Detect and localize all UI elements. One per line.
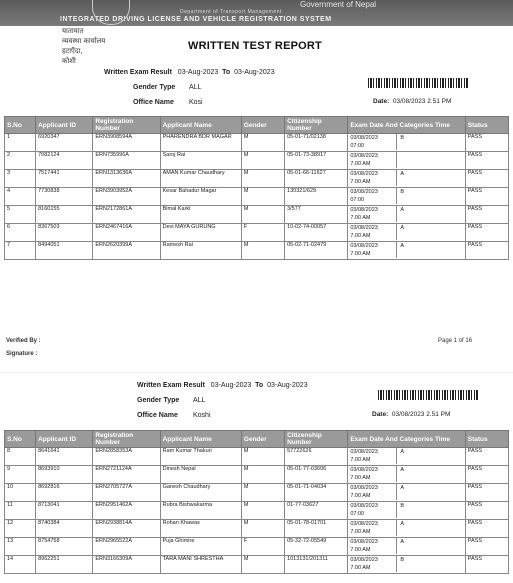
cell-status: PASS	[465, 466, 508, 484]
to-date: 03-Aug-2023	[267, 382, 308, 389]
stamp-line: कोशी	[62, 57, 76, 65]
exam-time: 7.00 AM	[350, 529, 371, 535]
table-row	[5, 206, 509, 224]
cell-name: Rohan Khawas	[160, 520, 241, 538]
cell-gender: M	[241, 188, 284, 206]
cell-sno: 12	[5, 520, 36, 538]
table-row	[5, 170, 509, 188]
office-label: Office Name	[137, 412, 178, 419]
department-name: Department of Transport Management	[180, 9, 282, 15]
cell-exam-date	[348, 466, 465, 484]
cell-applicant-id: 6920347	[36, 134, 93, 152]
col-citizenship: Citizenship Number	[285, 431, 348, 448]
cell-gender: F	[241, 224, 284, 242]
office-value: Koshi	[193, 412, 211, 419]
exam-date: 03/08/2023	[350, 153, 378, 159]
cell-sno: 5	[5, 206, 36, 224]
cell-applicant-id: 8641641	[36, 448, 93, 466]
exam-date: 03/08/2023	[350, 485, 378, 491]
cell-applicant-id: 8494051	[36, 242, 93, 260]
cell-applicant-id: 8713041	[36, 502, 93, 520]
table-row	[5, 538, 509, 556]
results-table	[4, 116, 509, 260]
cell-exam-date	[348, 170, 465, 188]
cell-exam-date	[348, 242, 465, 260]
cell-status: PASS	[465, 170, 508, 188]
cell-exam-date	[348, 502, 465, 520]
stamp-line: यातायात	[62, 27, 84, 35]
col-gender: Gender	[241, 117, 284, 134]
report-date-2	[372, 411, 450, 418]
cell-sno: 11	[5, 502, 36, 520]
exam-date: 03/08/2023	[350, 521, 378, 527]
cell-name: Puja Ghimire	[160, 538, 241, 556]
office-row-2	[137, 412, 211, 419]
exam-category: A	[400, 449, 404, 455]
table-row	[5, 242, 509, 260]
col-sno: S.No	[5, 117, 36, 134]
exam-time: 07:00	[350, 511, 365, 517]
gender-row	[133, 84, 202, 91]
exam-time: 7.00 AM	[350, 179, 371, 185]
signature-label: Signature :	[6, 351, 38, 357]
exam-result-label: Written Exam Result	[137, 382, 205, 389]
date-value: 03/08/2023 2.51 PM	[392, 98, 452, 105]
cell-exam-date	[348, 134, 465, 152]
gender-label: Gender Type	[133, 84, 176, 91]
cell-name: Ram Kumar Thakuri	[160, 448, 241, 466]
exam-category: A	[400, 485, 404, 491]
stamp-line: व्यवस्था कार्यालय	[62, 37, 106, 45]
cell-gender: M	[241, 152, 284, 170]
cell-registration: ERN2721124A	[93, 466, 160, 484]
cell-registration: ERN735996A	[93, 152, 160, 170]
office-label: Office Name	[133, 99, 174, 106]
cell-registration: ERN2938814A	[93, 520, 160, 538]
cell-applicant-id: 8740384	[36, 520, 93, 538]
cell-sno: 13	[5, 538, 36, 556]
exam-category: B	[400, 557, 404, 563]
cell-sno: 8	[5, 448, 36, 466]
col-name: Applicant Name	[160, 117, 241, 134]
cell-registration: ERN2951462A	[93, 502, 160, 520]
exam-time: 07:00	[350, 197, 365, 203]
cell-registration: ERN2858353A	[93, 448, 160, 466]
cell-citizenship: 10-02-74-00057	[285, 224, 348, 242]
cell-gender: F	[241, 538, 284, 556]
table-header-row	[5, 431, 509, 448]
col-registration: Registration Number	[93, 117, 160, 134]
cell-sno: 2	[5, 152, 36, 170]
office-value: Kosi	[189, 99, 203, 106]
table-row	[5, 556, 509, 574]
table-row	[5, 466, 509, 484]
exam-result-row	[104, 69, 275, 76]
cell-registration: ERN2705727A	[93, 484, 160, 502]
system-name: INTEGRATED DRIVING LICENSE AND VEHICLE REGISTRATION SYSTEM	[60, 16, 332, 23]
table-row	[5, 448, 509, 466]
cell-status: PASS	[465, 502, 508, 520]
exam-result-label: Written Exam Result	[104, 69, 172, 76]
cell-name: Kesar Bahadur Magar	[160, 188, 241, 206]
page-title: WRITTEN TEST REPORT	[188, 40, 322, 52]
table-row	[5, 152, 509, 170]
exam-date: 03/08/2023	[350, 503, 378, 509]
exam-time: 7.00 AM	[350, 251, 371, 257]
cell-exam-date	[348, 484, 465, 502]
cell-name: Saroj Rai	[160, 152, 241, 170]
exam-date: 03/08/2023	[350, 467, 378, 473]
exam-time: 7.00 AM	[350, 215, 371, 221]
exam-category: A	[400, 521, 404, 527]
exam-time: 7.00 AM	[350, 547, 371, 553]
exam-date: 03/08/2023	[350, 449, 378, 455]
col-exam-date: Exam Date And Categories Time	[348, 117, 465, 134]
cell-citizenship: 05-01-66-11627	[285, 170, 348, 188]
cell-status: PASS	[465, 556, 508, 574]
col-status: Status	[465, 117, 508, 134]
cell-exam-date	[348, 556, 465, 574]
cell-gender: M	[241, 448, 284, 466]
cell-sno: 4	[5, 188, 36, 206]
cell-gender: M	[241, 206, 284, 224]
cell-status: PASS	[465, 484, 508, 502]
cell-registration: ERN2172861A	[93, 206, 160, 224]
cell-registration: ERN2620399A	[93, 242, 160, 260]
cell-applicant-id: 8367503	[36, 224, 93, 242]
cell-status: PASS	[465, 134, 508, 152]
cell-registration: ERN2965522A	[93, 538, 160, 556]
cell-registration: ERN3903952A	[93, 188, 160, 206]
header-banner	[0, 0, 513, 26]
table-row	[5, 502, 509, 520]
cell-name: Devi MAYA GURUNG	[160, 224, 241, 242]
to-label: To	[255, 382, 264, 389]
cell-citizenship: 05-01-78-01701	[285, 520, 348, 538]
cell-sno: 6	[5, 224, 36, 242]
cell-registration: ERN3908594A	[93, 134, 160, 152]
col-status: Status	[465, 431, 508, 448]
office-stamp	[62, 26, 132, 72]
from-date: 03-Aug-2023	[210, 382, 252, 389]
exam-date: 03/08/2023	[350, 539, 378, 545]
verified-by: Verified By :	[6, 338, 41, 344]
cell-registration: ERN1313636A	[93, 170, 160, 188]
cell-sno: 1	[5, 134, 36, 152]
exam-category: A	[400, 171, 404, 177]
col-applicant-id: Applicant ID	[36, 117, 93, 134]
to-label: To	[222, 69, 231, 76]
cell-exam-date	[348, 538, 465, 556]
exam-category: B	[400, 135, 404, 141]
cell-citizenship: 05-01-73-38917	[285, 152, 348, 170]
cell-citizenship: 05-32-72-05549	[285, 538, 348, 556]
report-date	[373, 98, 451, 105]
exam-date: 03/08/2023	[350, 225, 378, 231]
exam-category: A	[400, 467, 404, 473]
cell-status: PASS	[465, 188, 508, 206]
col-applicant-id: Applicant ID	[36, 431, 93, 448]
barcode-icon	[368, 78, 468, 88]
cell-applicant-id: 8692816	[36, 484, 93, 502]
from-date: 03-Aug-2023	[177, 69, 219, 76]
cell-sno: 14	[5, 556, 36, 574]
cell-applicant-id: 8962251	[36, 556, 93, 574]
stamp-line: हटाएँदा,	[62, 47, 83, 55]
cell-name: Ramesh Rai	[160, 242, 241, 260]
barcode-icon	[378, 390, 478, 400]
exam-time: 7.00 AM	[350, 565, 371, 571]
col-citizenship: Citizenship Number	[285, 117, 348, 134]
exam-time: 7.00 AM	[350, 457, 371, 463]
cell-citizenship: 05-01-71-04034	[285, 484, 348, 502]
exam-category: A	[400, 207, 404, 213]
col-exam-date: Exam Date And Categories Time	[348, 431, 465, 448]
gender-value: ALL	[193, 397, 206, 404]
cell-name: Rubra Bishwakarma	[160, 502, 241, 520]
table-header-row	[5, 117, 509, 134]
cell-exam-date	[348, 152, 465, 170]
exam-date: 03/08/2023	[350, 243, 378, 249]
exam-time: 7.00 AM	[350, 493, 371, 499]
exam-date: 03/08/2023	[350, 171, 378, 177]
cell-registration: ERN3166309A	[93, 556, 160, 574]
date-value: 03/08/2023 2.51 PM	[391, 411, 451, 418]
gender-row-2	[137, 397, 206, 404]
exam-category: A	[400, 225, 404, 231]
exam-date: 03/08/2023	[350, 557, 378, 563]
cell-status: PASS	[465, 224, 508, 242]
cell-exam-date	[348, 188, 465, 206]
cell-gender: M	[241, 502, 284, 520]
exam-result-row-2	[137, 382, 308, 389]
cell-sno: 7	[5, 242, 36, 260]
page-number: Page 1 of 16	[438, 338, 473, 344]
cell-status: PASS	[465, 152, 508, 170]
government-title: Government of Nepal	[300, 0, 377, 9]
exam-time: 7.00 AM	[350, 475, 371, 481]
cell-citizenship: 01-77-03627	[285, 502, 348, 520]
gender-label: Gender Type	[137, 397, 180, 404]
results-table-2	[4, 430, 509, 574]
cell-applicant-id: 7517441	[36, 170, 93, 188]
cell-citizenship: 05-01-77-03606	[285, 466, 348, 484]
cell-exam-date	[348, 224, 465, 242]
cell-status: PASS	[465, 538, 508, 556]
exam-time: 7.00 AM	[350, 233, 371, 239]
cell-gender: M	[241, 242, 284, 260]
to-date: 03-Aug-2023	[234, 69, 275, 76]
cell-status: PASS	[465, 520, 508, 538]
gender-value: ALL	[189, 84, 202, 91]
date-label: Date:	[373, 98, 390, 105]
cell-name: TARA MANI SHRESTHA	[160, 556, 241, 574]
exam-date: 03/08/2023	[350, 135, 378, 141]
cell-applicant-id: 8160155	[36, 206, 93, 224]
cell-citizenship: 57722626	[285, 448, 348, 466]
cell-exam-date	[348, 448, 465, 466]
cell-citizenship: 05-01-71/02138	[285, 134, 348, 152]
cell-gender: M	[241, 134, 284, 152]
exam-date: 03/08/2023	[350, 207, 378, 213]
cell-sno: 10	[5, 484, 36, 502]
table-row	[5, 188, 509, 206]
table-row	[5, 134, 509, 152]
cell-applicant-id: 7082124	[36, 152, 93, 170]
cell-registration: ERN2467416A	[93, 224, 160, 242]
col-name: Applicant Name	[160, 431, 241, 448]
exam-time: 07:00	[350, 143, 365, 149]
cell-sno: 9	[5, 466, 36, 484]
cell-applicant-id: 7730838	[36, 188, 93, 206]
exam-category: A	[400, 243, 404, 249]
cell-gender: M	[241, 466, 284, 484]
exam-category: B	[400, 503, 404, 509]
exam-date: 03/08/2023	[350, 189, 378, 195]
cell-status: PASS	[465, 242, 508, 260]
cell-exam-date	[348, 520, 465, 538]
cell-status: PASS	[465, 206, 508, 224]
cell-applicant-id: 8754758	[36, 538, 93, 556]
col-sno: S.No	[5, 431, 36, 448]
col-gender: Gender	[241, 431, 284, 448]
cell-name: Bimal Karki	[160, 206, 241, 224]
table-row	[5, 224, 509, 242]
col-registration: Registration Number	[93, 431, 160, 448]
table-row	[5, 484, 509, 502]
cell-gender: M	[241, 484, 284, 502]
cell-citizenship: 05-02-71-02479	[285, 242, 348, 260]
cell-status: PASS	[465, 448, 508, 466]
date-label: Date:	[372, 411, 389, 418]
cell-citizenship: 3/577	[285, 206, 348, 224]
cell-citizenship: 1013131/201311	[285, 556, 348, 574]
exam-category: A	[400, 539, 404, 545]
cell-exam-date	[348, 206, 465, 224]
cell-citizenship: 130321/629	[285, 188, 348, 206]
cell-gender: M	[241, 556, 284, 574]
exam-time: 7.00 AM	[350, 161, 371, 167]
cell-name: Dinesh Nepal	[160, 466, 241, 484]
cell-applicant-id: 8693910	[36, 466, 93, 484]
office-row	[133, 99, 203, 106]
page-divider	[0, 372, 513, 373]
cell-sno: 3	[5, 170, 36, 188]
cell-name: Ganesh Chaudhary	[160, 484, 241, 502]
cell-name: PHARENDRA BDR MAGAR	[160, 134, 241, 152]
cell-gender: M	[241, 520, 284, 538]
cell-gender: M	[241, 170, 284, 188]
exam-category: B	[400, 189, 404, 195]
cell-name: AMAN Kumar Chaudhary	[160, 170, 241, 188]
table-row	[5, 520, 509, 538]
